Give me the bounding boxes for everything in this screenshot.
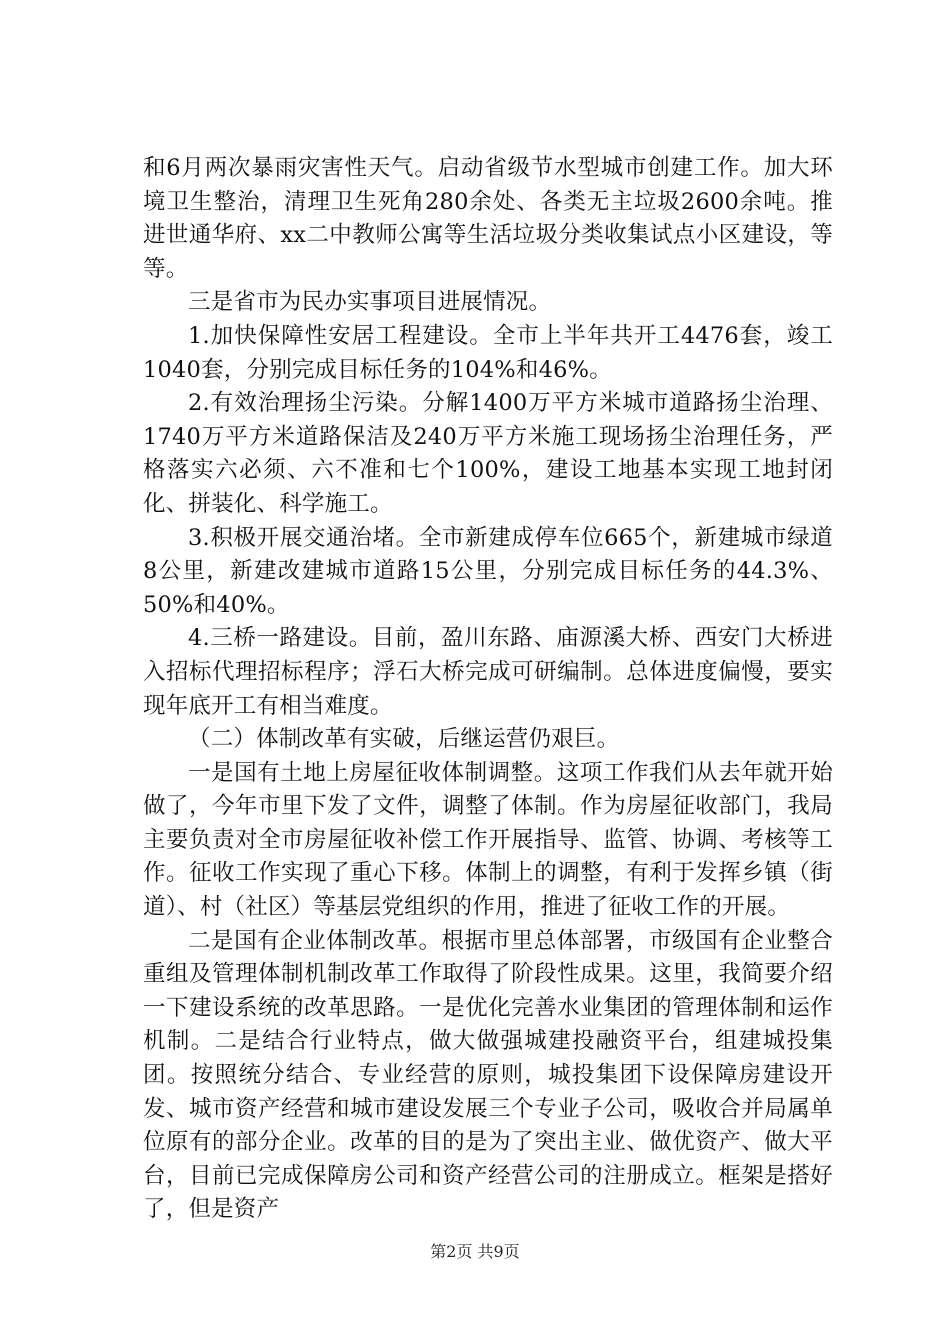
- paragraph-5: 3.积极开展交通治堵。全市新建成停车位665个，新建城市绿道8公里，新建改建城市道路15公里，分别完成目标任务的44.3%、50%和40%。: [143, 524, 833, 618]
- paragraph-6: 4.三桥一路建设。目前，盈川东路、庙源溪大桥、西安门大桥进入招标代理招标程序；浮石大桥完成可研编制。总体进度偏慢，要实现年底开工有相当难度。: [143, 625, 833, 719]
- paragraph-8: 一是国有土地上房屋征收体制调整。这项工作我们从去年就开始做了，今年市里下发了文件，调整了体制。作为房屋征收部门，我局主要负责对全市房屋征收补偿工作开展指导、监管、协调、考核等工作。征收工作实现了重心下移。体制上的调整，有利于发挥乡镇（街道）、村（社区）等基层党组织的作用，推进了征收工作的开展。: [143, 759, 833, 921]
- paragraph-1: 和6月两次暴雨灾害性天气。启动省级节水型城市创建工作。加大环境卫生整治，清理卫生死角280余处、各类无主垃圾2600余吨。推进世通华府、xx二中教师公寓等生活垃圾分类收集试点小区建设，等等。: [143, 155, 833, 282]
- page-number-footer: 第2页 共9页: [430, 1242, 520, 1261]
- paragraph-9: 二是国有企业体制改革。根据市里总体部署，市级国有企业整合重组及管理体制机制改革工作取得了阶段性成果。这里，我简要介绍一下建设系统的改革思路。一是优化完善水业集团的管理体制和运作机制。二是结合行业特点，做大做强城建投融资平台，组建城投集团。按照统分结合、专业经营的原则，城投集团下设保障房建设开发、城市资产经营和城市建设发展三个专业子公司，吸收合并局属单位原有的部分企业。改革的目的是为了突出主业、做优资产、做大平台，目前已完成保障房公司和资产经营公司的注册成立。框架是搭好了，但是资产: [143, 927, 833, 1223]
- section-heading: （二）体制改革有实破，后继运营仍艰巨。: [188, 726, 620, 753]
- paragraph-4: 2.有效治理扬尘污染。分解1400万平方米城市道路扬尘治理、1740万平方米道路保洁及240万平方米施工现场扬尘治理任务，严格落实六必须、六不准和七个100%，建设工地基本实现工地封闭化、拼装化、科学施工。: [143, 390, 833, 517]
- document-body: [143, 152, 833, 1227]
- paragraph-3: 1.加快保障性安居工程建设。全市上半年共开工4476套，竣工1040套，分别完成目标任务的104%和46%。: [143, 322, 833, 383]
- paragraph-2: 三是省市为民办实事项目进展情况。: [188, 289, 552, 316]
